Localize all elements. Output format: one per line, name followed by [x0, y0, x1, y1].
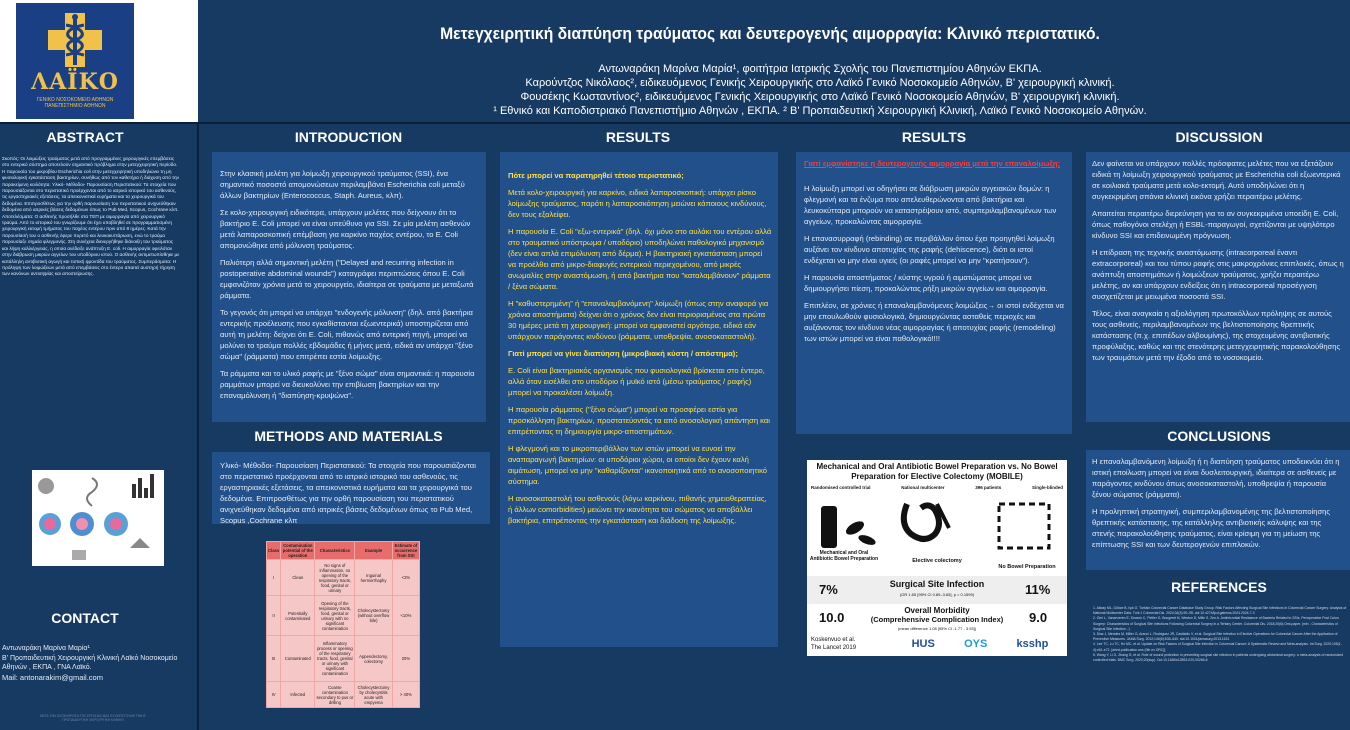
- table-cell: III: [267, 636, 281, 682]
- intro-paragraph: Στην κλασική μελέτη για λοίμωξη χειρουργικού τραύματος (SSI), ένα σημαντικό ποσοστό απομονώσεων περιλαμβάνει Escherichia coli μεταξύ άλλων βακτηρίων (Enterococcus, Staph. Aureus, κλπ).: [220, 169, 465, 200]
- morbidity-left-value: 10.0: [819, 610, 845, 625]
- intro-paragraph: Παλιότερη αλλά σημαντική μελέτη ("Delayed and recurring infection in postoperative abdominal wounds") καταγράφει περιπτώσεις όπου E. Coli εμφανιζόταν χρόνια μετά το χειρουργείο, ιδιαίτερα σε τραύματα με μεταξωτά ράμματα.: [220, 258, 474, 300]
- results-paragraph: Επιπλέον, σε χρόνιες ή επαναλαμβανόμενες λοιμώξεις→ οι ιστοί ενδέχεται να μην επουλωθούν φυσιολογικά, δημιουργώντας ασταθείς περιοχές και αυξάνοντας τον κίνδυνο νέας αιμορραγίας ή αποτυχίας ραφής (remodeling) των ιστών μπορεί να είναι παθολογικό!!!!: [804, 301, 1064, 343]
- org-logo: ksshp: [1016, 638, 1049, 650]
- table-cell: I: [267, 560, 281, 596]
- results-paragraph: Η παρουσία E. Coli "εξω-εντερικά" (δηλ. όχι μόνο στο αυλάκι του εντέρου αλλά στο τραυματικό υπόστρωμα / υποδόριο) υποδηλώνει παθολογικό μηχανισμό (δεν είναι απλά επιμόλυνση από δέρμα). Η βακτηριακή εγκατάσταση μπορεί να προέλθει από μικρο-διαφυγές εντερικού περιεχομένου, από μικρές ανωμαλίες στην αναστόμωση, ή από βακτήρια που "καταλαμβάνουν" ράμματα / ξένα σώματα.: [508, 227, 772, 291]
- contact-panel: [0, 636, 186, 688]
- results-text-1: [508, 170, 772, 532]
- contact-heading: CONTACT: [51, 610, 119, 626]
- reference-item: 4. Lee TC, Lu TC, Ho MC, et al. Update on Risk Factors of Surgical Site Infection in Colorectal Cancer: A Systematic Review and Meta-analysis. Int Surg. 2020;105(1-4):e61-e72. [ahed-publication ans (0th ex ORC)]: [1093, 642, 1342, 652]
- table-cell: Cholecystectomy (without overflow bile): [355, 596, 393, 636]
- table-header: Contamination potential of the operation: [281, 542, 315, 560]
- results-paragraph: Η επανασυρραφή (rebinding) σε περιβάλλον όπου έχει προηγηθεί λοίμωξη αυξάνει τον κίνδυνο αποτυχίας της ραφής (dehiscence), διότι οι ιστοί ενδέχεται να μην είναι υγιείς (οι ραφές μπορεί να μην "κρατήσουν").: [804, 234, 1055, 265]
- table-header: Class: [267, 542, 281, 560]
- discussion-paragraph: Απαιτείται περαιτέρω διερεύνηση για το αν συγκεκριμένα υποείδη E. Coli, όπως παθογόνοι στελέχη ή ESBL-παραγωγοί, σχετίζονται με υψηλότερο κίνδυνο SSI και επιδεινωμένη πρόγνωση.: [1092, 209, 1339, 240]
- discussion-heading: DISCUSSION: [1175, 129, 1263, 145]
- intro-paragraph: Το γεγονός ότι μπορεί να υπάρχει "ενδογενής μόλυνση" (δηλ. από βακτήρια εντερικής προέλευσης που εγκαθίστανται εξωεντερικά) υποστηρίζεται από αυτή τη μελέτη: δείχνει ότι E. Coli, πιθανώς από εντερική πηγή, μπορεί να μολύνει το τραύμα πολλές εβδομάδες ή μήνες μετά, ειδικά αν υπάρχει "ξένο σώμα" (ράμματα) που επιτρέπει εστία λοίμωξης.: [220, 308, 473, 361]
- introduction-text: [220, 168, 480, 407]
- references-list: [1093, 606, 1348, 663]
- table-row: [267, 636, 420, 682]
- conclusions-paragraph: Η προληπτική στρατηγική, συμπεριλαμβανομένης της βελτιστοποίησης θρεπτικής κατάστασης, της κατάλληλης αντιβιοτικής κάλυψης και της στενής παρακολούθησης τραύματος, είναι κρίσιμη για τη μείωση της επίπτωσης SSI και των δευτερογενών επιπλοκών.: [1092, 507, 1331, 549]
- author-line: ¹ Εθνικό και Καποδιστριακό Πανεπιστήμιο Αθηνών , ΕΚΠΑ. ² Β' Προπαιδευτική Χειρουργική Κλινική, Λαϊκό Γενικό Νοσοκομείο Αθηνών.: [493, 105, 1147, 117]
- reference-item: 3. Diaz J, Mendes M, Miller G, Aranci L, Rodriguez JR, Castiadio V, et al. Surgical Site Infection in Elective Operations for Colorectal Cancer After the Application of Preventive Measures. JAMA Surg. 2012;146(6):635–640. doi:10.1001/jamasurg.2013.1151: [1093, 632, 1338, 642]
- ssi-label: Surgical Site Infection: [889, 579, 985, 589]
- infographic-badges: [811, 485, 1063, 490]
- logo-name: ΛΑΪΚΟ: [31, 69, 119, 95]
- conclusions-heading: CONCLUSIONS: [1167, 428, 1271, 444]
- intro-paragraph: Σε κολο-χειρουργική ειδικότερα, υπάρχουν μελέτες που δείχνουν ότι το βακτήριο E. Coli μπορεί να είναι υπεύθυνο για SSI. Σε μία μελέτη ασθενών μετά λαπαροσκοπική επέμβαση για καρκίνο παχέος εντέρου, το E. Coli απομονώθηκε από μόλυνση τραύματος.: [220, 208, 471, 250]
- table-cell: No signs of inflammation, no opening of the respiratory tracts, food, genital or urinary: [315, 560, 355, 596]
- morbidity-row: [807, 606, 1067, 634]
- table-header: Example: [355, 542, 393, 560]
- org-logo: OYS: [964, 638, 988, 650]
- results-paragraph: Η παρουσία αποστήματος / κύστης υγρού ή αιματώματος μπορεί να δημιουργήσει πίεση, προκαλώντας ρήξη μικρών αγγείων και αιμορραγία.: [804, 273, 1048, 293]
- results-paragraph: E. Coli είναι βακτηριακός οργανισμός που φυσιολογικά βρίσκεται στο έντερο, αλλά όταν εισέλθει στο υποδόριο ή μυϊκό ιστό (μέσω τραύματος / ραφής) μπορεί να προκαλέσει λοίμωξη.: [508, 366, 765, 397]
- abstract-text: Σκοπός: Οι λοιμώξεις τραύματος μετά από προγραμμένες χειρουργικές επεμβάσεις στο εντερικό σύστημα αποτελούν σημαντικό πρόβλημα στην μετεγχειρητική περίοδο. Η παρουσία του μικροβίου Escherichia coli στην μετεγχειρητική υποδηλώνει τη μη φυσιολογική εγκατάσταση βακτηρίων, συνήθως από τον καθετήρα ή διάχυση από την παρακείμενη κοιλότητα. Υλικό- Μέθοδοι- Παρουσίαση Περιστατικού: Τα στοιχεία που παρουσιάζονται στο περιστατικό προέρχονται από το ιατρικό ιστορικό του ασθενούς, τις εργαστηριακές εξετάσεις, τα απεικονιστικά ευρήματα και τα χειρουργικά του δεδομένα. Επιπροσθέτως για την ορθή παρουσίαση του περιστατικού ανιχνεύθηκαν δεδομένα από ιατρικές βάσεις δεδομένων όπως το Pub Med, Scopus, Cochrane κλπ. Αποτελέσματα: Ο ασθενής προσήλθε στα ΤΕΠ με αιμορραγία από χειρουργικό τραύμα. Από το ιστορικό του γνωρίζουμε ότι έχει υποβληθεί σε προγραμματισμένη χειρουργική εκτομή τμήματος του παχέος εντέρου πριν από 8 ημέρες. Κατά την παρουσίασή του ο ασθενής έφερε πυρετό και λευκοκυττάρωση, ενώ το τραύμα παρουσίαζε σημεία φλεγμονής. Στη συνέχεια διενεργήθηκε διάνοιξη του τραύματος και λήψη καλλιέργειας, η οποία ανέδειξε ανάπτυξη E. coli. Η αιμορραγία οφειλόταν στην διάβρωση μικρών αγγείων του υποδόριου ιστού. Ο ασθενής αντιμετωπίσθηκε με κατάλληλη αντιβιοτική αγωγή και τοπική φροντίδα του τραύματος. Συμπεράσματα: Η πρόληψη των λοιμώξεων μετά από επεμβάσεις στο έντερο απαιτεί αυστηρή τήρηση των κανόνων αντισηψίας και αποστείρωσης.: [2, 156, 180, 277]
- infographic-center-label: Elective colectomy: [912, 558, 962, 564]
- contact-name: Αντωναράκη Μαρίνα Μαρία¹: [2, 645, 90, 652]
- poster-title: Μετεγχειρητική διαπύηση τραύματος και δευτερογενής αιμορραγία: Κλινικό περιστατικό.: [440, 24, 1100, 43]
- hospital-logo: [16, 3, 134, 119]
- org-logo: HUS: [911, 638, 935, 650]
- introduction-panel: [212, 152, 486, 422]
- bacteria-illustration-icon: [32, 470, 164, 566]
- badge: 396 patients: [975, 485, 1002, 490]
- results-paragraph: Μετά κολο-χειρουργική για καρκίνο, ειδικά λαπαροσκοπική: υπάρχει ρίσκο λοίμωξης τραύματος, παρότι η λαπαροσκόπηση μειώνει κάποιους κινδύνους, δεν τους εξαλείφει.: [508, 188, 767, 219]
- results-heading-2: RESULTS: [901, 129, 967, 145]
- results-question: Πότε μπορεί να παρατηρηθεί τέτοιο περιστατικό;: [508, 171, 684, 180]
- table-cell: Opening of the respiratory tracts, food, genital or urinary with no significant contamination: [315, 596, 355, 636]
- conclusions-panel: [1086, 450, 1350, 570]
- morbidity-stats: (mean difference 1.08 [95% CI -1.77 - 3.93]): [897, 626, 977, 631]
- results-alert-question: Γιατί εμφανίστηκε η δευτερογενής αιμορραγία μετά την επαναλοίμωξη;: [804, 159, 1061, 168]
- citation-journal: The Lancet 2019: [811, 645, 857, 651]
- results-panel-1: [500, 152, 778, 647]
- table-header: Estimate of occurrence from SSI: [392, 542, 419, 560]
- table-header: Characteristics: [315, 542, 355, 560]
- badge: National multicenter: [901, 485, 945, 490]
- references-heading: REFERENCES: [1171, 579, 1267, 595]
- contact-email[interactable]: Mail: antonarakim@gmail.com: [2, 673, 103, 682]
- table-cell: <2%: [392, 560, 419, 596]
- morbidity-label: Overall Morbidity: [904, 606, 970, 615]
- conclusions-text: [1092, 456, 1346, 556]
- infographic-left-label: Mechanical and Oral Antibiotic Bowel Preparation: [809, 550, 879, 562]
- table-header-row: [267, 542, 420, 560]
- poster-header: [0, 0, 1350, 122]
- table-row: [267, 560, 420, 596]
- caduceus-cross-icon: [46, 11, 104, 69]
- discussion-text: [1092, 158, 1346, 369]
- logo-subtitle: ΓΕΝΙΚΟ ΝΟΣΟΚΟΜΕΙΟ ΑΘΗΝΩΝ ΠΑΝΕΠΙΣΤΗΜΙΟ ΑΘΗΝΩΝ: [36, 97, 114, 109]
- infographic-right-label: No Bowel Preparation: [998, 564, 1056, 570]
- discussion-paragraph: Τέλος, είναι αναγκαία η αξιολόγηση πρωτοκόλλων πρόληψης σε αυτούς τους ασθενείς, περιλαμβανομένων της βελτιστοποίησης θρεπτικής κατάστασης (π.χ. επιπέδων αλβουμίνης), της στοχευμένης αντιβιοτικής προφύλαξης, καθώς και της στενότερης μετεγχειρητικής παρακολούθησης των τραυμάτων μετά την έξοδο από το νοσοκομείο.: [1092, 309, 1341, 362]
- results-paragraph: Η λοίμωξη μπορεί να οδηγήσει σε διάβρωση μικρών αγγειακών δομών: η φλεγμονή και τα ένζυμα που απελευθερώνονται από βακτήρια και λευκοκύτταρα μπορούν να καταστρέψουν ιστό, συμπεριλαμβανομένων των αγγείων, προκαλώντας αιμορραγία.: [804, 184, 1057, 226]
- ssi-stats: (OR 1.65 [95% CI 0.89–3.65], p = 0.1599): [899, 592, 975, 597]
- citation-authors: Koskenvuo et al.: [811, 637, 856, 643]
- table-cell: IV: [267, 682, 281, 708]
- discussion-paragraph: Δεν φαίνεται να υπάρχουν πολλές πρόσφατες μελέτες που να εξετάζουν ειδικά τη λοίμωξη χειρουργικού τραύματος με Escherichia coli εξωεντερικά σε κοιλιακά τραύματα μετά κολο-εκτομή. Αυτό υποδηλώνει ότι η συγκεκριμένη σπάνια κλινική εικόνα χρήζει περαιτέρω μελέτης.: [1092, 159, 1341, 201]
- introduction-heading: INTRODUCTION: [294, 129, 403, 145]
- table-cell: Clean: [281, 560, 315, 596]
- infographic-org-logos: [897, 638, 1063, 650]
- reference-item: 5. Wang Y, Li G, Zhang G, et al. Role of wound protection in preventing surgical site infection in patients undergoing abdominal surgery: a meta-analysis of randomized controlled trials. BMC Surg. 2020;20(sup). Doi:10.1186/s12893-020-00266-8: [1093, 652, 1344, 663]
- author-line: Καρούντζος Νικόλαος², ειδικευόμενος Γενικής Χειρουργικής στο Λαϊκό Γενικό Νοσοκομείο Αθηνών, Β' χειρουργική κλινική.: [525, 77, 1115, 89]
- methods-text: Υλικό- Μέθοδοι- Παρουσίαση Περιστατικού: Τα στοιχεία που παρουσιάζονται στο περιστατικό προέρχονται από το ιατρικό ιστορικό του ασθενούς, τις εργαστηριακές εξετάσεις, τα απεικονιστικά ευρήματα και τα χειρουργικά του δεδομένα. Επιπροσθέτως για την ορθή παρουσίαση του περιστατικού ανιχνεύθηκαν δεδομένα από ιατρικές βάσεις δεδομένων όπως το Pub Med, Scopus ,Cochrane κλπ: [220, 461, 476, 525]
- author-line: Αντωναράκη Μαρίνα Μαρία¹, φοιτήτρια Ιατρικής Σχολής του Πανεπιστημίου Αθηνών ΕΚΠΑ.: [598, 63, 1042, 75]
- table-cell: Appendectomy, colectomy: [355, 636, 393, 682]
- table-cell: Coarse contamination secondary to pus or drilling: [315, 682, 355, 708]
- mobile-trial-infographic: [807, 460, 1067, 656]
- table-cell: <10%: [392, 596, 419, 636]
- badge: Single-blinded: [1032, 485, 1063, 490]
- table-cell: Potentially contaminated: [281, 596, 315, 636]
- ssi-right-value: 11%: [1025, 582, 1051, 597]
- abstract-figure: [32, 470, 164, 566]
- results-text-2: [804, 158, 1066, 350]
- results-heading-1: RESULTS: [605, 129, 671, 145]
- table-cell: Inguinal herniorrhaphy: [355, 560, 393, 596]
- table-row: [267, 596, 420, 636]
- discussion-paragraph: Η επίδραση της τεχνικής αναστόμωσης (intracorporeal έναντι extracorporeal) και του τύπου ραφής στις μακροχρόνιες επιπλοκές, όπως η ανάπτυξη αποστημάτων ή λοιμώξεων τραύματος, χρήζει περαιτέρω μελέτης, αν και υπάρχουν ενδείξεις ότι η intracorporeal προσέγγιση συσχετίζεται με μειωμένα ποσοστά SSI.: [1092, 248, 1344, 301]
- results-paragraph: Η παρουσία ράμματος ("ξένο σώμα") μπορεί να προσφέρει εστία για προσκόλληση βακτηρίων, προστατεύοντάς τα από ανοσολογική απάντηση και επιτρέποντας τη δημιουργία μικρο-αποστημάτων.: [508, 405, 770, 436]
- table-cell: Infected: [281, 682, 315, 708]
- logo-box: [0, 0, 198, 122]
- contact-footer: ΜΕΤΑ ΤΗΝ ΟΛΟΚΛΗΡΩΣΗ ΤΗΣ ΕΡΓΑΣΙΑΣ ΜΑΣ ΕΥΧΑΡΙΣΤΟΥΜΕ ΤΗΝ Β' ΠΡΟΠΑΙΔΕΥΤΙΚΗ ΧΕΙΡΟΥΡΓΙΚΗ ΚΛΙΝΙΚΗ: [40, 714, 146, 722]
- reference-item: 2. Omi L, Vanzeveren E, Snoeck C, Peltier G, Bougeret N, Weston D, Mille S, Zen A. Antimicrobial Resistance of Bacteria Related to SSIs. Perioperative Post Colon Surgery: Characteristics of Surgical Site Infections Following Colorectal Surgery in a Tertiary Center. Colorectal Dis. 2018;20(6):Omi-paper. (min - Characteristics of Surgical Site Infection...): [1093, 616, 1339, 631]
- morbidity-label-2: (Comprehensive Complication Index): [870, 615, 1004, 624]
- results-paragraph: Η φλεγμονή και το μικροπεριβάλλον των ιστών μπορεί να ευνοεί την αναπαραγωγή βακτηρίων: οι υποδόριοι χώροι, οι οποίοι δεν έχουν καλή αιμάτωση, μπορεί να μην "καθαρίζονται" ικανοποιητικά από το ανοσοποιητικό σύστημα.: [508, 444, 768, 486]
- ssi-row: [807, 576, 1067, 604]
- infographic-citation: [811, 636, 871, 652]
- discussion-panel: [1086, 152, 1350, 422]
- badge: Randomised controlled trial: [811, 485, 871, 490]
- results-paragraph: Η "καθυστερημένη" ή "επαναλαμβανόμενη" λοίμωξη (όπως στην αναφορά για χρόνια αποστήματα) δείχνει ότι ο χρόνος δεν είναι περιορισμένος στα πρώτα 30 ημέρες μετά τη χειρουργική: μπορεί να εμφανιστεί αργότερα, ειδικά εάν υπάρχουν παράγοντες κινδύνου (ράμματα, υποθρεψία, ανοσοκαταστολή).: [508, 299, 769, 341]
- table-cell: Inflammatory process or opening of the respiratory tracts, food, genital or urinary with significant contamination: [315, 636, 355, 682]
- results-panel-2: [796, 152, 1072, 434]
- infographic-title: Mechanical and Oral Antibiotic Bowel Preparation vs. No Bowel Preparation for Elective Colectomy (MOBILE): [816, 462, 1058, 481]
- table-cell: II: [267, 596, 281, 636]
- morbidity-right-value: 9.0: [1029, 610, 1048, 625]
- author-list: [380, 62, 1260, 118]
- author-line: Φουσέκης Κωσταντίνος², ειδικευόμενος Γενικής Χειρουργικής στο Λαϊκό Γενικό Νοσοκομείο Αθηνών, Β' χειρουργική κλινική.: [520, 91, 1120, 103]
- abstract-heading: ABSTRACT: [46, 129, 124, 145]
- contact-dept: Β' Προπαιδευτική Χειρουργική Κλινική Λαϊκό Νοσοκομείο Αθηνών , ΕΚΠΑ , ΓΝΑ Λαϊκό.: [2, 655, 178, 671]
- table-cell: Cholecystectomy by cholecystitis acute with empyema: [355, 682, 393, 708]
- reference-item: 1. Akbay ML, Gökce B, Işık O. Turkish Colorectal Cancer Database Study Group. Risk Factors Affecting Surgical Site Infections in Colorectal Cancer Surgery: Analysis of National Multicenter Data. Turk J Colorectal Dis. 2024;34(3):90–98. doi:10.4274/tjcd.galenos.2024.2024-7-3: [1093, 606, 1347, 616]
- table-cell: 20%: [392, 636, 419, 682]
- conclusions-paragraph: Η επαναλαμβανόμενη λοίμωξη ή η διαπύηση τραύματος υποδεικνύει ότι η ιστική εποίλωση μπορεί να είναι δυσλειτουργική, ιδιαίτερα σε ασθενείς με παράγοντες κινδύνου όπως ανοσοκαταστολή, υποθρεψία ή παρουσία ξένου σώματος (ράμματα).: [1092, 457, 1340, 499]
- table-cell: Contaminated: [281, 636, 315, 682]
- abstract-panel: [0, 150, 186, 438]
- intro-paragraph: Τα ράμματα και το υλικό ραφής με "ξένο σώμα" είναι σημαντικά: η παρουσία ραμμάτων μπορεί να διευκολύνει την επιβίωση βακτηρίων και την επαναμόλυνση ή "διαπύηση-κρυψώνα".: [220, 369, 475, 400]
- ssi-classification-table: [266, 541, 420, 708]
- table-cell: > 40%: [392, 682, 419, 708]
- table-row: [267, 682, 420, 708]
- methods-panel: [212, 452, 490, 524]
- results-paragraph: Η ανοσοκαταστολή του ασθενούς (λόγω καρκίνου, πιθανής χημειοθεραπείας, ή άλλων comorbidities) μειώνει την ικανότητα του σώματος να αποβάλλει βακτήρια, επιτρέποντας την εγκατάσταση και διάδοση της λοίμωξης.: [508, 494, 767, 525]
- ssi-left-value: 7%: [819, 582, 838, 597]
- methods-heading: METHODS AND MATERIALS: [254, 428, 443, 444]
- results-question: Γιατί μπορεί να γίνει διαπύηση (μικροβιακή κύστη / απόστημα);: [508, 349, 738, 358]
